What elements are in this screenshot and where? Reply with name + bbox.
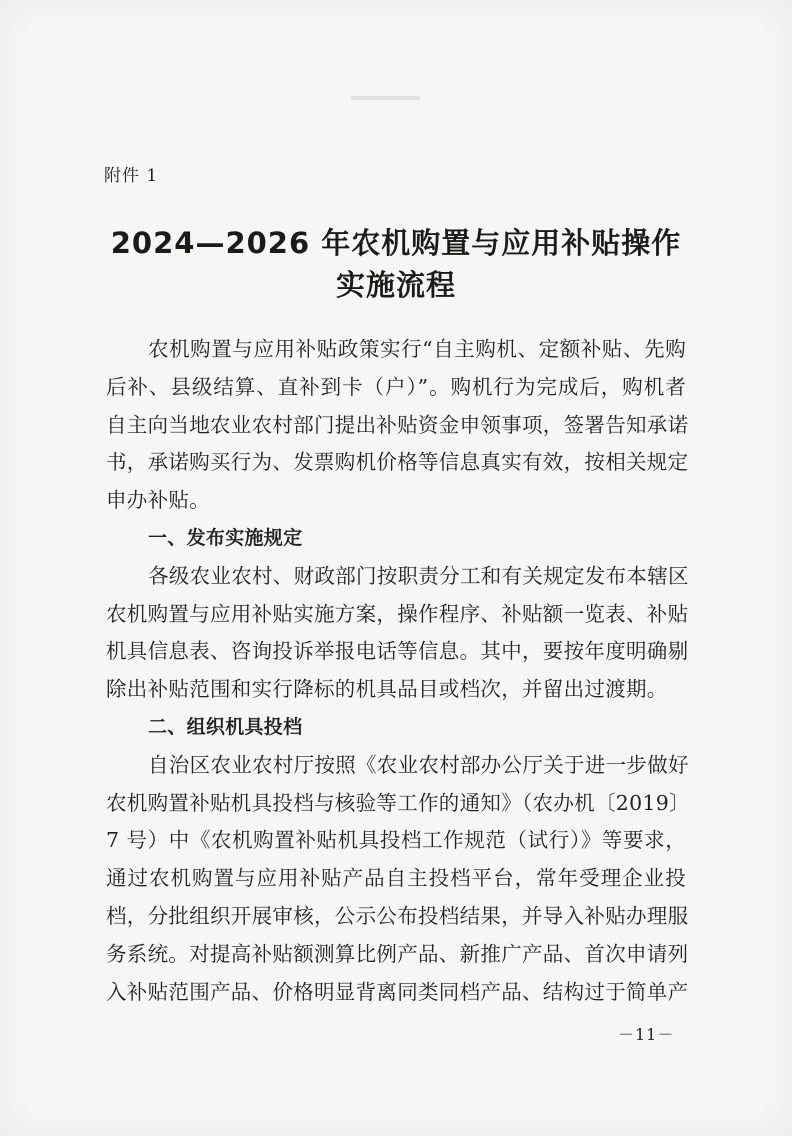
- document-title-line-1: 2024—2026 年农机购置与应用补贴操作: [110, 226, 682, 260]
- intro-line: 农机购置与应用补贴政策实行“自主购机、定额补贴、先购: [148, 337, 686, 361]
- intro-line: 申办补贴。: [106, 488, 210, 513]
- section-2-line: 入补贴范围产品、价格明显背离同类同档产品、结构过于简单产: [106, 979, 689, 1004]
- section-1-line: 机具信息表、咨询投诉举报电话等信息。其中，要按年度明确剔: [106, 639, 689, 664]
- section-1-line: 除出补贴范围和实行降标的机具品目或档次，并留出过渡期。: [106, 677, 668, 702]
- section-2-line: 档，分批组织开展审核，公示公布投档结果，并导入补贴办理服: [106, 903, 689, 928]
- document-body: [106, 331, 690, 1011]
- section-2-line: 通过农机购置与应用补贴产品自主投档平台，常年受理企业投: [106, 866, 686, 891]
- section-2-heading: 二、组织机具投档: [148, 715, 303, 738]
- section-1-line: 农机购置与应用补贴实施方案，操作程序、补贴额一览表、补贴: [106, 601, 689, 626]
- document-title-line-2: 实施流程: [335, 268, 456, 302]
- section-2-line: 7 号）中《农机购置补贴机具投档工作规范（试行）》等要求，: [106, 828, 686, 853]
- intro-line: 后补、县级结算、直补到卡（户）”。购机行为完成后，购机者: [106, 374, 686, 399]
- page-number: －11－: [618, 1025, 675, 1044]
- section-2-line: 务系统。对提高补贴额测算比例产品、新推广产品、首次申请列: [106, 941, 689, 966]
- section-2-line: 自治区农业农村厅按照《农业农村部办公厅关于进一步做好: [148, 752, 689, 777]
- section-2-line: 农机购置补贴机具投档与核验等工作的通知》（农办机〔2019〕: [106, 790, 690, 815]
- intro-line: 自主向当地农业农村部门提出补贴资金申领事项，签署告知承诺: [106, 412, 689, 437]
- scan-artifact: [350, 96, 420, 100]
- section-1-line: 各级农业农村、财政部门按职责分工和有关规定发布本辖区: [148, 563, 689, 588]
- attachment-label: 附件 1: [104, 166, 159, 186]
- section-1-heading: 一、发布实施规定: [148, 526, 303, 549]
- intro-line: 书，承诺购买行为、发票购机价格等信息真实有效，按相关规定: [106, 450, 689, 475]
